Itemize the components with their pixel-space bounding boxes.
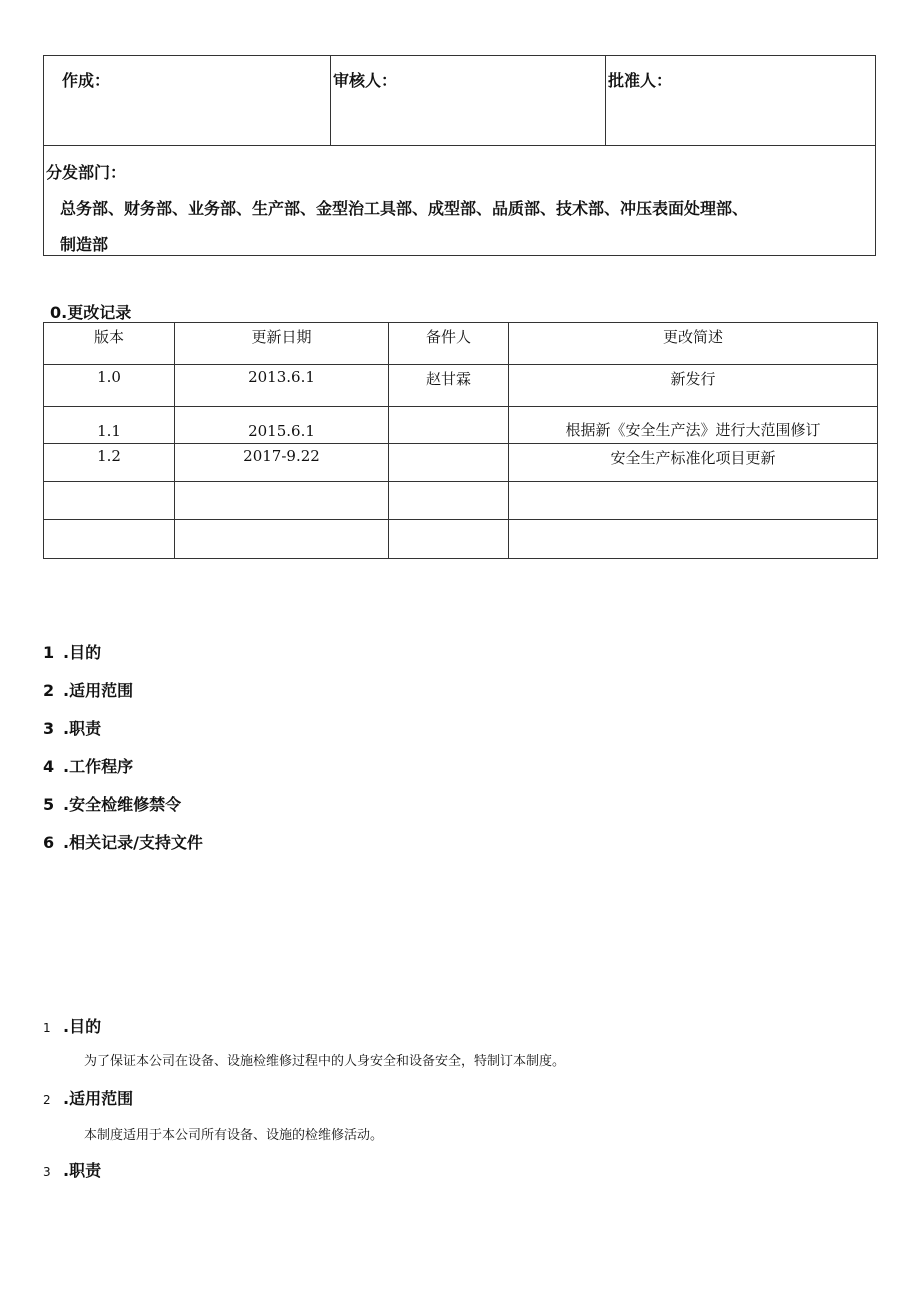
signoff-box xyxy=(43,55,876,256)
cell-version: 1.0 xyxy=(44,365,175,407)
cell-author xyxy=(389,482,509,520)
table-header-row xyxy=(44,323,878,365)
toc-item-procedure xyxy=(43,754,133,777)
section-text-scope: 本制度适用于本公司所有设备、设施的检维修活动。 xyxy=(84,1128,384,1143)
section-number: 2 xyxy=(43,1093,51,1107)
toc-number: 2 xyxy=(43,681,55,700)
cell-date: 2015.6.1 xyxy=(175,407,389,444)
table-row xyxy=(44,520,878,559)
cell-date: 2013.6.1 xyxy=(175,365,389,407)
approver-cell xyxy=(606,56,876,146)
toc-label: .相关记录/支持文件 xyxy=(63,833,203,852)
cell-version xyxy=(44,482,175,520)
header-author: 备件人 xyxy=(389,323,509,365)
toc-number: 5 xyxy=(43,795,55,814)
toc-item-purpose xyxy=(43,640,101,663)
toc-number: 6 xyxy=(43,833,55,852)
header-version: 版本 xyxy=(44,323,175,365)
section-text-purpose: 为了保证本公司在设备、设施检维修过程中的人身安全和设备安全，特制订本制度。 xyxy=(84,1054,566,1069)
toc-label: .安全检维修禁令 xyxy=(63,795,182,814)
toc-label: .目的 xyxy=(63,643,102,662)
cell-date xyxy=(175,520,389,559)
cell-version xyxy=(44,520,175,559)
cell-summary xyxy=(509,520,878,559)
reviewer-cell xyxy=(331,56,606,146)
table-row xyxy=(44,444,878,482)
section-heading-scope xyxy=(43,1086,133,1109)
change-record-title: 0.更改记录 xyxy=(50,303,132,322)
section-heading-responsibilities xyxy=(43,1158,101,1181)
cell-summary: 根据新《安全生产法》进行大范围修订 xyxy=(509,407,878,444)
toc-item-responsibilities xyxy=(43,716,101,739)
cell-summary xyxy=(509,482,878,520)
section-heading-purpose xyxy=(43,1014,101,1037)
cell-date: 2017-9.22 xyxy=(175,444,389,482)
cell-summary: 新发行 xyxy=(509,365,878,407)
cell-author: 赵甘霖 xyxy=(389,365,509,407)
section-title: .职责 xyxy=(63,1161,102,1180)
author-cell xyxy=(44,56,331,146)
toc-item-prohibitions xyxy=(43,792,181,815)
cell-version: 1.2 xyxy=(44,444,175,482)
toc-item-records xyxy=(43,830,203,853)
table-row xyxy=(44,482,878,520)
cell-author xyxy=(389,444,509,482)
author-label: 作成： xyxy=(62,71,111,90)
table-row xyxy=(44,365,878,407)
approver-label: 批准人： xyxy=(608,71,673,90)
section-number: 3 xyxy=(43,1165,51,1179)
header-update-date: 更新日期 xyxy=(175,323,389,365)
distribution-departments-line2: 制造部 xyxy=(60,235,109,254)
toc-number: 3 xyxy=(43,719,55,738)
cell-author xyxy=(389,407,509,444)
change-record-table xyxy=(43,322,878,559)
toc-label: .工作程序 xyxy=(63,757,134,776)
cell-version: 1.1 xyxy=(44,407,175,444)
distribution-departments-line1: 总务部、财务部、业务部、生产部、金型治工具部、成型部、品质部、技术部、冲压表面处理部、 xyxy=(60,199,749,218)
section-title: .适用范围 xyxy=(63,1089,134,1108)
toc-label: .适用范围 xyxy=(63,681,134,700)
header-summary: 更改简述 xyxy=(509,323,878,365)
toc-item-scope xyxy=(43,678,133,701)
toc-number: 1 xyxy=(43,643,55,662)
cell-summary: 安全生产标准化项目更新 xyxy=(509,444,878,482)
cell-author xyxy=(389,520,509,559)
cell-date xyxy=(175,482,389,520)
distribution-title: 分发部门： xyxy=(46,163,127,182)
reviewer-label: 审核人： xyxy=(333,71,398,90)
toc-number: 4 xyxy=(43,757,55,776)
section-number: 1 xyxy=(43,1021,51,1035)
table-row xyxy=(44,407,878,444)
section-title: .目的 xyxy=(63,1017,102,1036)
toc-label: .职责 xyxy=(63,719,102,738)
